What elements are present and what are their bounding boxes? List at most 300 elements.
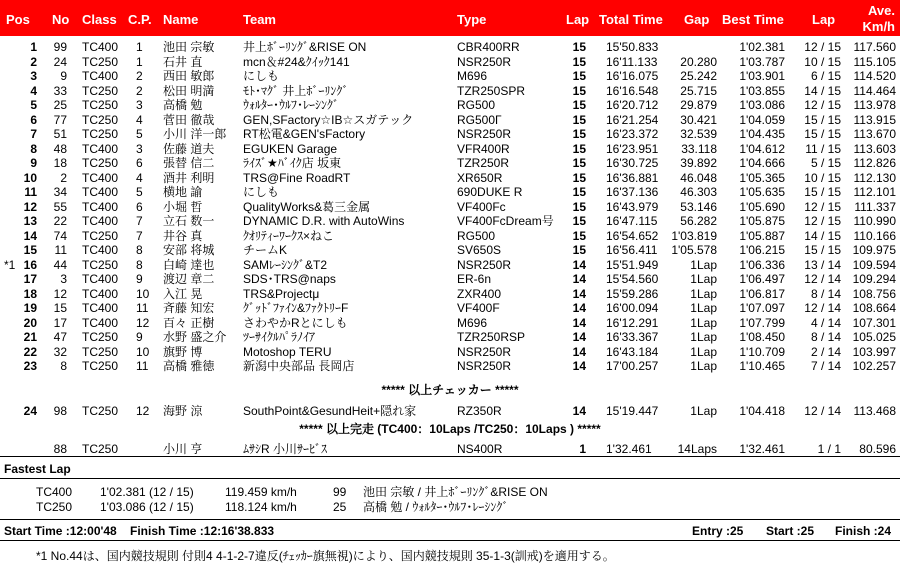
cell-class: TC250 [82, 330, 119, 344]
cell-team: EGUKEN Garage [243, 141, 338, 156]
cell-total: 15'51.949 [606, 257, 659, 272]
cell-lap: 14 [572, 315, 586, 330]
cell-ave: 110.166 [853, 228, 896, 243]
cell-gap: 1Lap [690, 330, 717, 344]
cell-cp: 7 [136, 214, 143, 228]
cell-pos: 7 [30, 127, 37, 141]
cell-total: 16'43.979 [606, 199, 659, 214]
cell-gap: 25.242 [680, 69, 717, 83]
cell-type: RG500 [457, 98, 496, 112]
cell-no: 33 [53, 83, 67, 98]
table-row [0, 172, 900, 184]
cell-blap: 14 / 15 [804, 83, 841, 98]
cell-lap: 14 [572, 301, 586, 315]
cell-total: 16'11.133 [606, 54, 658, 69]
cell-gap: 1Lap [690, 286, 717, 301]
cell-no: 99 [53, 40, 67, 54]
divider [0, 456, 900, 457]
cell-lap: 15 [572, 83, 586, 98]
cell-cp: 2 [136, 69, 143, 83]
cell-cp: 12 [136, 404, 150, 418]
cell-name: 松田 明満 [163, 83, 215, 98]
cell-pos: 24 [23, 404, 37, 418]
cell-pos: 13 [23, 214, 37, 228]
cell-type: TZR250R [457, 156, 510, 170]
table-row [0, 273, 900, 285]
cell-lap: 15 [572, 98, 586, 112]
cell-total: 16'56.411 [606, 243, 658, 257]
cell-gap: 33.118 [681, 141, 717, 156]
divider [0, 519, 900, 520]
cell-blap: 11 / 15 [805, 141, 841, 156]
fastest-time: 1'03.086 (12 / 15) [100, 500, 194, 514]
cell-pos: 5 [30, 98, 37, 112]
cell-ave: 113.670 [853, 127, 896, 141]
cell-type: M696 [457, 315, 488, 330]
cell-lap: 14 [572, 286, 586, 301]
cell-lap: 14 [572, 272, 586, 286]
cell-total: 15'50.833 [606, 40, 659, 54]
cell-lap: 15 [572, 156, 586, 170]
cell-name: 白崎 達也 [163, 257, 215, 272]
fastest-lap-row [0, 486, 900, 498]
cell-type: ZXR400 [457, 286, 502, 301]
cell-lap: 14 [572, 344, 586, 359]
cell-class: TC400 [82, 272, 119, 286]
table-row [0, 215, 900, 227]
cell-best: 1'07.799 [739, 315, 785, 330]
cell-no: 47 [53, 330, 67, 344]
table-row [0, 230, 900, 242]
cell-pos: 16 [23, 257, 37, 272]
cell-total: 16'16.548 [606, 83, 659, 98]
cell-type: VF400F [457, 301, 500, 315]
cell-total: 16'37.136 [606, 185, 659, 199]
cell-class: TC400 [82, 286, 119, 301]
cell-ave: 112.101 [853, 185, 896, 199]
cell-total: 16'00.094 [606, 301, 659, 315]
cell-cp: 10 [136, 344, 150, 359]
table-row [0, 302, 900, 314]
cell-best: 1'05.690 [739, 199, 785, 214]
header-best-lap: Lap [812, 12, 836, 27]
cell-blap: 4 / 14 [810, 315, 841, 330]
cell-name: 入江 晃 [163, 286, 203, 301]
cell-lap: 15 [572, 214, 586, 228]
cell-type: RG500Γ [457, 112, 502, 127]
cell-class: TC250 [82, 228, 119, 243]
cell-class: TC400 [82, 170, 119, 185]
cell-cp: 6 [136, 199, 143, 214]
cell-blap: 12 / 15 [804, 199, 841, 214]
cell-gap: 30.421 [680, 112, 717, 127]
cell-class: TC400 [82, 301, 119, 315]
cell-blap: 8 / 14 [810, 330, 841, 344]
cell-no: 17 [53, 315, 67, 330]
cell-pos: 18 [23, 286, 37, 301]
cell-best: 1'05.875 [739, 214, 785, 228]
cell-cp: 9 [136, 272, 143, 286]
cell-pos: 14 [23, 228, 37, 243]
cell-class: TC250 [82, 156, 119, 170]
cell-total: 16'16.075 [606, 69, 659, 83]
cell-best: 1'05.365 [739, 170, 785, 185]
table-row [0, 70, 900, 82]
cell-name: 井谷 真 [163, 228, 203, 243]
cell-type: NS400R [457, 442, 503, 456]
cell-ave: 112.826 [853, 156, 896, 170]
cell-pos: 15 [23, 243, 37, 257]
header-lap: Lap [566, 12, 590, 27]
cell-class: TC400 [82, 214, 119, 228]
cell-no: 74 [53, 228, 67, 243]
cell-type: TZR250RSP [457, 330, 526, 344]
cell-blap: 15 / 15 [804, 243, 841, 257]
cell-lap: 15 [572, 228, 586, 243]
cell-class: TC250 [82, 127, 119, 141]
cell-no: 77 [53, 112, 67, 127]
cell-name: 小川 亨 [163, 442, 203, 456]
cell-team: Motoshop TERU [243, 344, 332, 359]
cell-blap: 12 / 14 [804, 404, 841, 418]
cell-gap: 1'05.578 [671, 243, 717, 257]
cell-gap: 39.892 [680, 156, 717, 170]
finish-count: Finish :24 [835, 524, 892, 538]
table-row [0, 143, 900, 155]
cell-name: 水野 盛之介 [163, 330, 227, 344]
cell-no: 22 [53, 214, 67, 228]
cell-blap: 12 / 14 [804, 272, 841, 286]
cell-type: TZR250SPR [457, 83, 526, 98]
cell-lap: 14 [572, 359, 586, 373]
cell-team: ﾓﾄ･ﾏｸﾞ 井上ﾎﾞｰﾘﾝｸﾞ [243, 83, 349, 98]
finish-separator: ***** 以上完走 (TC400：10Laps /TC250：10Laps ) ***** [299, 422, 601, 436]
cell-cp: 9 [136, 330, 143, 344]
cell-gap: 20.280 [680, 54, 717, 69]
cell-name: 小川 洋一郎 [163, 127, 227, 141]
cell-name: 旗野 博 [163, 344, 203, 359]
header-class: Class [82, 12, 117, 27]
cell-ave: 103.997 [852, 344, 896, 359]
cell-type: RG500 [457, 228, 496, 243]
cell-blap: 12 / 15 [804, 98, 841, 112]
cell-name: 佐藤 道夫 [163, 141, 215, 156]
cell-cp: 2 [136, 83, 143, 98]
checker-separator: ***** 以上チェッカー ***** [381, 383, 519, 397]
cell-lap: 15 [572, 54, 586, 69]
cell-blap: 6 / 15 [810, 69, 841, 83]
table-row [0, 114, 900, 126]
cell-team: TRS@Fine RoadRT [243, 170, 351, 185]
cell-team: QualityWorks&葛三金属 [243, 199, 371, 214]
cell-cp: 1 [136, 54, 143, 69]
fastest-time: 1'02.381 (12 / 15) [100, 485, 194, 499]
table-row [0, 201, 900, 213]
fastest-class: TC400 [36, 485, 73, 499]
cell-team: ﾗｲｽﾞ★ﾊﾞｲｸ店 坂東 [243, 156, 342, 170]
cell-type: NSR250R [457, 127, 512, 141]
cell-pos: 9 [30, 156, 37, 170]
cell-best: 1'06.215 [739, 243, 785, 257]
cell-gap: 46.303 [680, 185, 717, 199]
cell-cp: 3 [136, 141, 143, 156]
cell-type: ER-6n [457, 272, 492, 286]
cell-team: 井上ﾎﾞｰﾘﾝｸﾞ&RISE ON [243, 40, 367, 54]
table-row [0, 99, 900, 111]
cell-lap: 15 [572, 141, 586, 156]
table-row [0, 360, 900, 372]
cell-blap: 2 / 14 [810, 344, 841, 359]
cell-blap: 12 / 15 [804, 40, 841, 54]
cell-ave: 114.520 [853, 69, 896, 83]
cell-no: 48 [53, 141, 67, 156]
cell-lap: 15 [572, 127, 586, 141]
cell-pos: 19 [23, 301, 37, 315]
cell-best: 1'04.666 [739, 156, 785, 170]
fastest-speed: 118.124 km/h [225, 500, 297, 514]
cell-name: 張替 信二 [163, 156, 215, 170]
cell-best: 1'03.787 [739, 54, 785, 69]
cell-pos: 20 [23, 315, 37, 330]
cell-pos: 2 [30, 54, 37, 69]
cell-best: 1'08.450 [739, 330, 785, 344]
divider [0, 540, 900, 541]
cell-cp: 8 [136, 243, 143, 257]
cell-ave: 117.560 [853, 40, 896, 54]
cell-no: 55 [53, 199, 67, 214]
cell-no: 34 [53, 185, 67, 199]
cell-no: 11 [54, 243, 67, 257]
cell-total: 17'00.257 [606, 359, 659, 373]
header-ave-line1: Ave. [868, 3, 895, 18]
header-pos: Pos [6, 12, 30, 27]
cell-no: 44 [53, 257, 67, 272]
cell-type: NSR250R [457, 359, 512, 373]
header-total-time: Total Time [599, 12, 663, 27]
cell-team: ｳｫﾙﾀｰ･ｳﾙﾌ･ﾚｰｼﾝｸﾞ [243, 98, 340, 112]
cell-type: NSR250R [457, 54, 512, 69]
cell-gap: 32.539 [680, 127, 717, 141]
cell-type: VFR400R [457, 141, 510, 156]
cell-name: 小堀 哲 [163, 199, 203, 214]
table-row [0, 244, 900, 256]
cell-team: SDS･TRS@naps [243, 272, 336, 286]
cell-name: 高橋 勉 [163, 98, 203, 112]
cell-ave: 108.756 [852, 286, 896, 301]
cell-team: にしも [243, 69, 280, 83]
cell-gap: 46.048 [680, 170, 717, 185]
cell-pos: 3 [30, 69, 37, 83]
cell-cp: 5 [136, 127, 143, 141]
cell-best: 1'06.336 [739, 257, 785, 272]
cell-gap: 1Lap [690, 359, 717, 373]
cell-blap: 8 / 14 [810, 286, 841, 301]
fastest-no: 99 [333, 485, 347, 499]
cell-lap: 15 [572, 112, 586, 127]
header-name: Name [163, 12, 199, 27]
cell-team: TRS&Projectμ [243, 286, 320, 301]
cell-blap: 1 / 1 [817, 442, 841, 456]
cell-ave: 114.464 [853, 83, 896, 98]
header-team: Team [243, 12, 276, 27]
fastest-class: TC250 [36, 500, 73, 514]
cell-team: 新潟中央部品 長岡店 [243, 359, 355, 373]
header-best-time: Best Time [722, 12, 784, 27]
table-row [0, 443, 900, 455]
cell-name: 斉藤 知宏 [163, 301, 215, 315]
cell-class: TC400 [82, 69, 119, 83]
cell-gap: 1Lap [690, 257, 717, 272]
penalty-mark: *1 [4, 257, 16, 272]
cell-no: 98 [53, 404, 67, 418]
cell-blap: 15 / 15 [804, 112, 841, 127]
cell-cp: 11 [136, 359, 149, 373]
cell-ave: 107.301 [852, 315, 896, 330]
cell-ave: 102.257 [852, 359, 896, 373]
table-row [0, 56, 900, 68]
cell-blap: 7 / 14 [810, 359, 841, 373]
cell-best: 1'04.612 [739, 141, 785, 156]
cell-name: 海野 涼 [163, 404, 203, 418]
cell-no: 12 [53, 286, 67, 301]
fastest-speed: 119.459 km/h [225, 485, 297, 499]
cell-cp: 4 [136, 112, 143, 127]
cell-name: 石井 直 [163, 54, 203, 69]
cell-class: TC400 [82, 199, 119, 214]
cell-best: 1'10.709 [739, 344, 785, 359]
cell-class: TC400 [82, 243, 119, 257]
table-row [0, 405, 900, 417]
table-header [0, 0, 900, 36]
cell-class: TC250 [82, 344, 119, 359]
cell-blap: 5 / 15 [810, 156, 841, 170]
start-count: Start :25 [766, 524, 815, 538]
cell-team: GEN,SFactory☆IB☆スガテック [243, 112, 414, 127]
cell-best: 1'05.887 [739, 228, 785, 243]
cell-ave: 109.594 [852, 257, 896, 272]
cell-team: DYNAMIC D.R. with AutoWins [243, 214, 405, 228]
cell-class: TC400 [82, 185, 119, 199]
cell-blap: 10 / 15 [804, 54, 841, 69]
cell-type: 690DUKE R [457, 185, 523, 199]
fastest-who: 高橋 勉 / ｳｫﾙﾀｰ･ｳﾙﾌ･ﾚｰｼﾝｸﾞ [363, 500, 509, 514]
cell-best: 1'07.097 [739, 301, 785, 315]
header-no: No [52, 12, 70, 27]
cell-team: RT松電&GEN'sFactory [243, 127, 366, 141]
cell-cp: 3 [136, 98, 143, 112]
cell-best: 1'02.381 [739, 40, 785, 54]
cell-team: SouthPoint&GesundHeit+隠れ家 [243, 404, 417, 418]
entry-count: Entry :25 [692, 524, 744, 538]
cell-ave: 80.596 [859, 442, 896, 456]
cell-gap: 1Lap [690, 272, 717, 286]
cell-name: 高橋 雅徳 [163, 359, 215, 373]
cell-type: SV650S [457, 243, 502, 257]
cell-total: 16'33.367 [606, 330, 659, 344]
cell-no: 15 [53, 301, 67, 315]
cell-lap: 15 [572, 185, 586, 199]
cell-lap: 15 [572, 170, 586, 185]
cell-best: 1'03.855 [739, 83, 785, 98]
cell-ave: 113.978 [853, 98, 896, 112]
cell-name: 酒井 利明 [163, 170, 215, 185]
cell-no: 9 [60, 69, 67, 83]
cell-total: 16'30.725 [606, 156, 659, 170]
cell-ave: 113.915 [853, 112, 896, 127]
cell-name: 菅田 徹哉 [163, 112, 215, 127]
cell-pos: 6 [30, 112, 37, 127]
cell-ave: 105.025 [852, 330, 896, 344]
cell-team: mcn＆#24&ｸｲｯｸ141 [243, 54, 350, 69]
cell-total: 16'12.291 [606, 315, 659, 330]
cell-ave: 113.468 [853, 404, 896, 418]
cell-no: 24 [53, 54, 67, 69]
cell-ave: 112.130 [853, 170, 896, 185]
cell-best: 1'10.465 [739, 359, 785, 373]
cell-lap: 15 [572, 243, 586, 257]
cell-total: 16'20.712 [606, 98, 659, 112]
cell-lap: 15 [572, 69, 586, 83]
cell-pos: 22 [23, 344, 37, 359]
cell-total: 16'43.184 [606, 344, 659, 359]
cell-team: さわやかRとにしも [243, 315, 348, 330]
cell-class: TC250 [82, 404, 119, 418]
table-row [0, 41, 900, 53]
cell-best: 1'04.059 [739, 112, 785, 127]
cell-cp: 5 [136, 185, 143, 199]
cell-total: 1'32.461 [606, 442, 652, 456]
cell-blap: 15 / 15 [804, 185, 841, 199]
cell-cp: 4 [136, 170, 143, 185]
cell-pos: 17 [23, 272, 37, 286]
cell-cp: 11 [136, 301, 149, 315]
cell-name: 渡辺 章二 [163, 272, 215, 286]
cell-blap: 13 / 14 [804, 257, 841, 272]
cell-gap: 29.879 [680, 98, 717, 112]
cell-lap: 15 [572, 199, 586, 214]
cell-pos: 21 [23, 330, 37, 344]
cell-name: 安部 将城 [163, 243, 215, 257]
cell-cp: 1 [136, 40, 143, 54]
cell-team: ﾑｻｼR 小川ｻｰﾋﾞｽ [243, 442, 328, 456]
cell-class: TC250 [82, 98, 119, 112]
cell-total: 16'47.115 [606, 214, 658, 228]
cell-no: 8 [60, 359, 67, 373]
table-row [0, 259, 900, 271]
cell-type: NSR250R [457, 344, 512, 359]
cell-best: 1'06.817 [739, 286, 785, 301]
cell-cp: 12 [136, 315, 150, 330]
cell-team: にしも [243, 185, 280, 199]
cell-class: TC250 [82, 83, 119, 98]
cell-no: 25 [53, 98, 67, 112]
cell-type: M696 [457, 69, 488, 83]
cell-type: VF400FcDream号 [457, 214, 554, 228]
cell-ave: 108.664 [852, 301, 896, 315]
cell-total: 16'54.652 [606, 228, 659, 243]
cell-no: 32 [53, 344, 67, 359]
cell-pos: 23 [23, 359, 37, 373]
cell-ave: 109.294 [852, 272, 896, 286]
cell-class: TC250 [82, 54, 119, 69]
cell-cp: 6 [136, 156, 143, 170]
table-row [0, 317, 900, 329]
cell-ave: 113.603 [853, 141, 896, 156]
cell-best: 1'06.497 [739, 272, 785, 286]
cell-ave: 115.105 [853, 54, 896, 69]
cell-best: 1'04.435 [739, 127, 785, 141]
cell-ave: 109.975 [852, 243, 896, 257]
